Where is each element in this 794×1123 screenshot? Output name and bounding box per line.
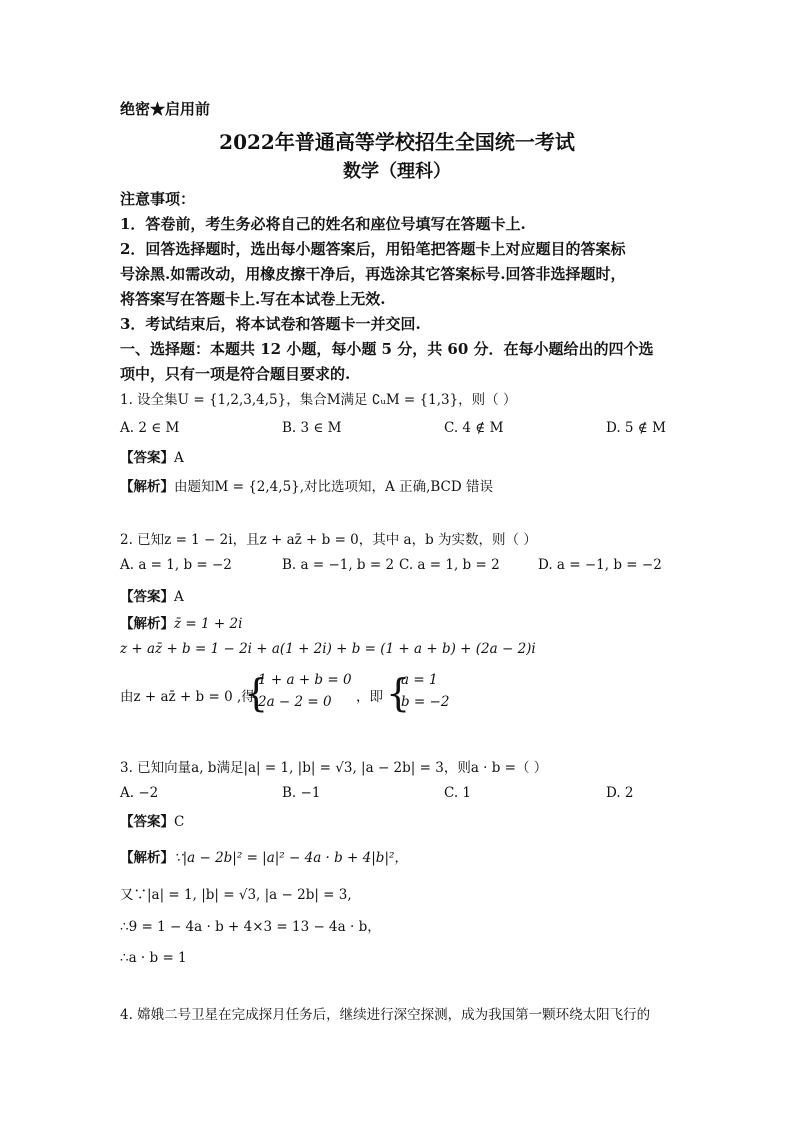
q2-system-2a: a = 1 bbox=[401, 672, 438, 688]
left-brace-icon: { bbox=[244, 671, 269, 715]
q3-line-3: ∴a · b = 1 bbox=[120, 950, 187, 966]
q1-analysis bbox=[120, 475, 493, 495]
note-item-2b: 号涂黑.如需改动，用橡皮擦干净后，再选涂其它答案标号.回答非选择题时， bbox=[120, 265, 626, 283]
q1-option-c: C. 4 ∉ M bbox=[444, 420, 504, 436]
q2-option-b: B. a = −1, b = 2 bbox=[282, 557, 395, 573]
section-1-line-2: 项中，只有一项是符合题目要求的. bbox=[120, 365, 351, 383]
section-1-line-1: 一、选择题：本题共 12 小题，每小题 5 分，共 60 分．在每小题给出的四个选 bbox=[120, 340, 654, 358]
q1-stem: 1. 设全集U = {1,2,3,4,5}，集合M满足 ∁ᵤM = {1,3}，则（ ） bbox=[120, 392, 517, 408]
q1-answer bbox=[120, 446, 184, 466]
q2-system-2b: b = −2 bbox=[401, 694, 450, 710]
note-item-1: 1．答卷前，考生务必将自己的姓名和座位号填写在答题卡上. bbox=[120, 215, 526, 233]
analysis-tag: 【解析】 bbox=[120, 616, 174, 632]
q3-analysis-text: ∵|a − 2b|² = |a|² − 4a · b + 4|b|²， bbox=[174, 850, 408, 866]
q3-option-b: B. −1 bbox=[282, 785, 321, 801]
q2-analysis bbox=[120, 612, 242, 632]
q3-option-a: A. −2 bbox=[120, 785, 159, 801]
q3-line-2: ∴9 = 1 − 4a · b + 4×3 = 13 − 4a · b， bbox=[120, 919, 381, 935]
answer-tag: 【答案】 bbox=[120, 814, 174, 830]
q1-analysis-text: 由题知M = {2,4,5},对比选项知，A 正确,BCD 错误 bbox=[174, 479, 493, 495]
q2-system-1b: 2a − 2 = 0 bbox=[258, 694, 332, 710]
analysis-tag: 【解析】 bbox=[120, 850, 174, 866]
q2-option-c: C. a = 1, b = 2 bbox=[399, 557, 500, 573]
answer-tag: 【答案】 bbox=[120, 589, 174, 605]
q2-line-1: z + az̄ + b = 1 − 2i + a(1 + 2i) + b = (1 + a + b) + (2a − 2)i bbox=[120, 641, 536, 657]
exam-title: 2022年普通高等学校招生全国统一考试 bbox=[219, 130, 575, 154]
q3-option-c: C. 1 bbox=[444, 785, 472, 801]
q2-answer bbox=[120, 585, 184, 605]
q3-analysis bbox=[120, 846, 408, 866]
left-brace-icon: { bbox=[386, 671, 411, 715]
q2-analysis-text: z̄ = 1 + 2i bbox=[174, 616, 243, 632]
q3-stem: 3. 已知向量a, b满足|a| = 1, |b| = √3, |a − 2b| = 3，则a · b =（ ） bbox=[120, 760, 548, 776]
q2-system-1a: 1 + a + b = 0 bbox=[258, 672, 352, 688]
q3-answer-value: C bbox=[174, 814, 185, 830]
q1-option-d: D. 5 ∉ M bbox=[606, 420, 666, 436]
q2-answer-value: A bbox=[174, 589, 184, 605]
note-item-2c: 将答案写在答题卡上.写在本试卷上无效. bbox=[120, 290, 386, 308]
analysis-tag: 【解析】 bbox=[120, 479, 174, 495]
q3-answer bbox=[120, 810, 184, 830]
q3-option-d: D. 2 bbox=[606, 785, 634, 801]
q2-option-a: A. a = 1, b = −2 bbox=[120, 557, 232, 573]
note-item-3: 3．考试结束后，将本试卷和答题卡一并交回. bbox=[120, 315, 421, 333]
answer-tag: 【答案】 bbox=[120, 450, 174, 466]
secret-label: 绝密★启用前 bbox=[120, 100, 211, 118]
q3-line-1: 又∵|a| = 1, |b| = √3, |a − 2b| = 3, bbox=[120, 887, 352, 903]
q1-answer-value: A bbox=[174, 450, 184, 466]
q2-line-2-mid: ，即 bbox=[356, 689, 383, 705]
q2-stem: 2. 已知z = 1 − 2i，且z + az̄ + b = 0，其中 a，b 为实数，则（ ） bbox=[120, 532, 537, 548]
q1-option-b: B. 3 ∈ M bbox=[282, 420, 342, 436]
q4-stem: 4. 嫦娥二号卫星在完成探月任务后，继续进行深空探测，成为我国第一颗环绕太阳飞行的 bbox=[120, 1007, 651, 1023]
q2-line-2-prefix: 由z + az̄ + b = 0 ,得 bbox=[120, 689, 255, 705]
q2-system-line bbox=[120, 672, 640, 716]
q1-option-a: A. 2 ∈ M bbox=[120, 420, 180, 436]
q2-option-d: D. a = −1, b = −2 bbox=[538, 557, 662, 573]
note-item-2a: 2．回答选择题时，选出每小题答案后，用铅笔把答题卡上对应题目的答案标 bbox=[120, 240, 626, 258]
exam-subject: 数学（理科） bbox=[343, 161, 451, 182]
notes-heading: 注意事项： bbox=[120, 190, 196, 208]
